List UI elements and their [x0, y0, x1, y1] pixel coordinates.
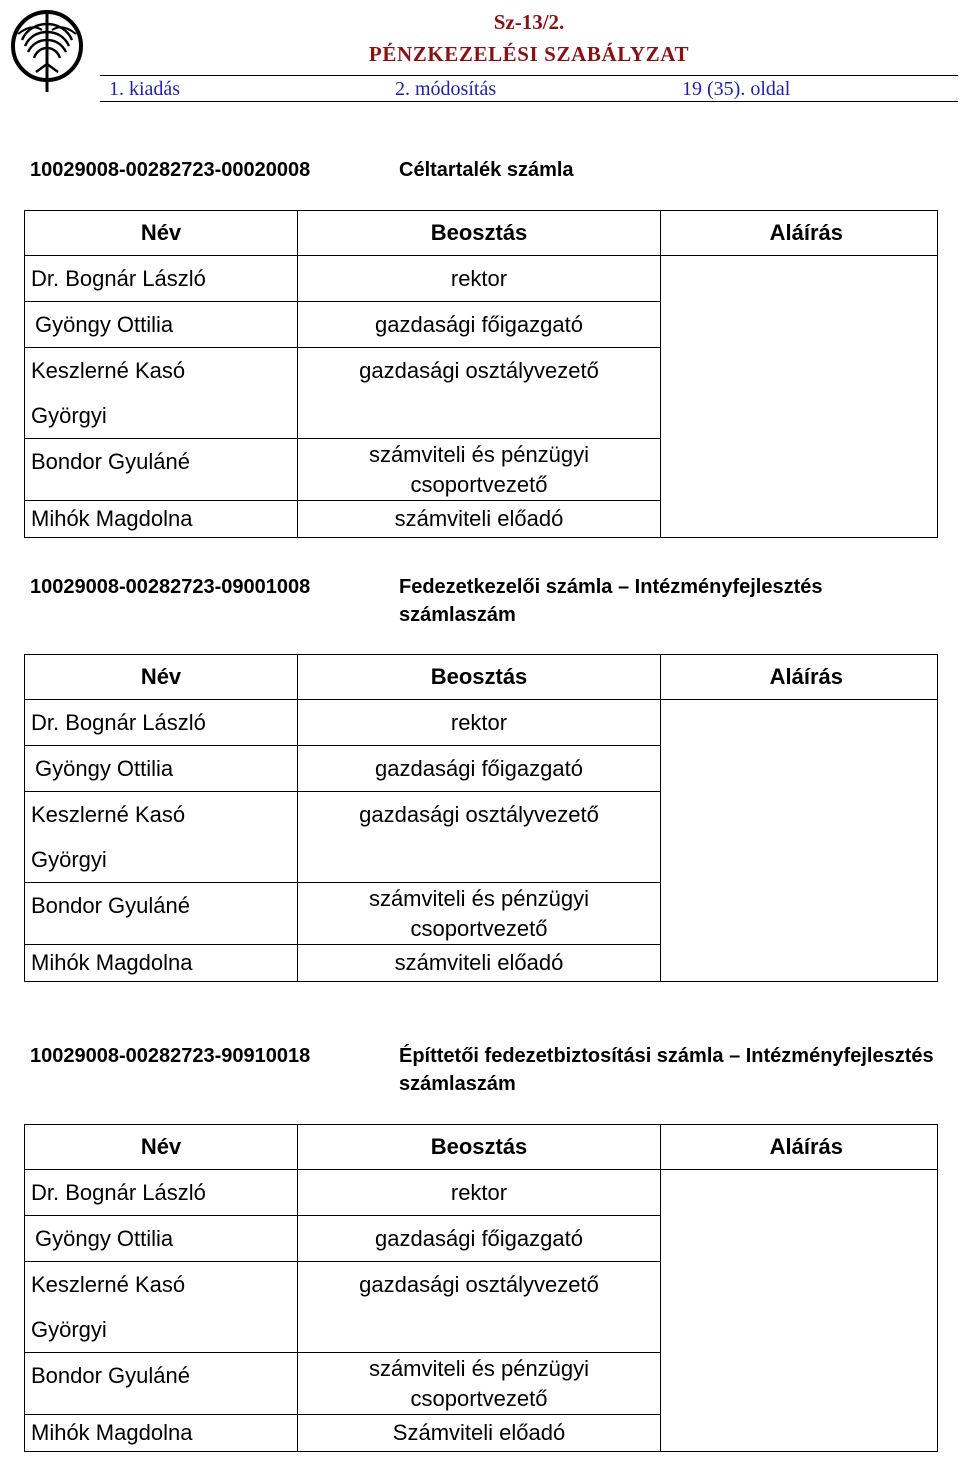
signatory-role: gazdasági főigazgató: [375, 1226, 583, 1251]
signature-field[interactable]: [661, 700, 938, 982]
signatory-role: gazdasági osztályvezető: [359, 1272, 599, 1297]
signatory-name: Mihók Magdolna: [31, 506, 193, 531]
signatory-role: számviteli és pénzügyi: [368, 442, 590, 467]
column-header-name: Név: [25, 655, 298, 700]
signatory-role: gazdasági osztályvezető: [359, 358, 599, 383]
account-description: Céltartalék számla: [399, 159, 574, 181]
column-header-role: Beosztás: [298, 211, 661, 256]
signatory-name: Mihók Magdolna: [31, 1420, 193, 1445]
table-row: [25, 256, 938, 302]
signatory-role-cont: csoportvezető: [410, 1386, 548, 1411]
account-description: Építtetői fedezetbiztosítási számla – Intézményfejlesztés számlaszám: [399, 1045, 934, 1095]
signatory-role: gazdasági osztályvezető: [359, 802, 599, 827]
signatory-role-cont: csoportvezető: [410, 472, 548, 497]
signatory-role: rektor: [450, 1180, 508, 1205]
column-header-name: Név: [25, 1125, 298, 1170]
signatory-name-cont: Györgyi: [31, 403, 107, 428]
signatory-role: Számviteli előadó: [392, 1420, 566, 1445]
signatory-name: Dr. Bognár László: [31, 266, 206, 291]
document-header: [6, 4, 958, 102]
account-number: 10029008-00282723-00020008: [30, 159, 311, 181]
signature-field[interactable]: [661, 256, 938, 538]
signature-field[interactable]: [661, 1170, 938, 1452]
signatory-role-cont: csoportvezető: [410, 916, 548, 941]
column-header-role: Beosztás: [298, 1125, 661, 1170]
signatory-role: gazdasági főigazgató: [375, 756, 583, 781]
signatory-role: rektor: [450, 710, 508, 735]
account-description: Fedezetkezelői számla – Intézményfejlesztés számlaszám: [399, 576, 823, 626]
signatory-name: Keszlerné Kasó: [31, 358, 186, 383]
signatory-name-cont: Györgyi: [31, 847, 107, 872]
column-header-signature: Aláírás: [661, 655, 938, 700]
signatory-name: Bondor Gyuláné: [31, 1363, 190, 1388]
document-code: Sz-13/2.: [493, 10, 565, 34]
signatory-role: számviteli előadó: [394, 950, 564, 975]
account-number: 10029008-00282723-90910018: [30, 1045, 311, 1067]
signatory-name: Gyöngy Ottilia: [35, 756, 174, 781]
signatory-name: Dr. Bognár László: [31, 710, 206, 735]
modification-label: 2. módosítás: [395, 78, 497, 100]
signatory-name: Keszlerné Kasó: [31, 1272, 186, 1297]
page-label: 19 (35). oldal: [682, 78, 791, 100]
table-row: [25, 700, 938, 746]
signatory-name-cont: Györgyi: [31, 1317, 107, 1342]
signatory-table: [24, 210, 938, 538]
signatory-name: Dr. Bognár László: [31, 1180, 206, 1205]
table-header-row: [25, 1125, 938, 1170]
university-emblem-icon: [6, 6, 88, 94]
signatory-name: Bondor Gyuláné: [31, 449, 190, 474]
signatory-name: Bondor Gyuláné: [31, 893, 190, 918]
table-row: [25, 1170, 938, 1216]
signatory-name: Mihók Magdolna: [31, 950, 193, 975]
edition-label: 1. kiadás: [109, 78, 181, 100]
header-divider: [100, 75, 958, 76]
signatory-table: [24, 654, 938, 982]
header-bottom-divider: [100, 101, 958, 102]
table-header-row: [25, 211, 938, 256]
column-header-signature: Aláírás: [661, 211, 938, 256]
signatory-name: Gyöngy Ottilia: [35, 1226, 174, 1251]
signatory-table: [24, 1124, 938, 1452]
column-header-name: Név: [25, 211, 298, 256]
signatory-name: Keszlerné Kasó: [31, 802, 186, 827]
signatory-role: rektor: [450, 266, 508, 291]
account-number: 10029008-00282723-09001008: [30, 576, 311, 598]
column-header-signature: Aláírás: [661, 1125, 938, 1170]
signatory-name: Gyöngy Ottilia: [35, 312, 174, 337]
signatory-role: számviteli és pénzügyi: [368, 886, 590, 911]
document-title: PÉNZKEZELÉSI SZABÁLYZAT: [368, 42, 690, 66]
signatory-role: számviteli és pénzügyi: [368, 1356, 590, 1381]
signatory-role: gazdasági főigazgató: [375, 312, 583, 337]
column-header-role: Beosztás: [298, 655, 661, 700]
signatory-role: számviteli előadó: [394, 506, 564, 531]
table-header-row: [25, 655, 938, 700]
